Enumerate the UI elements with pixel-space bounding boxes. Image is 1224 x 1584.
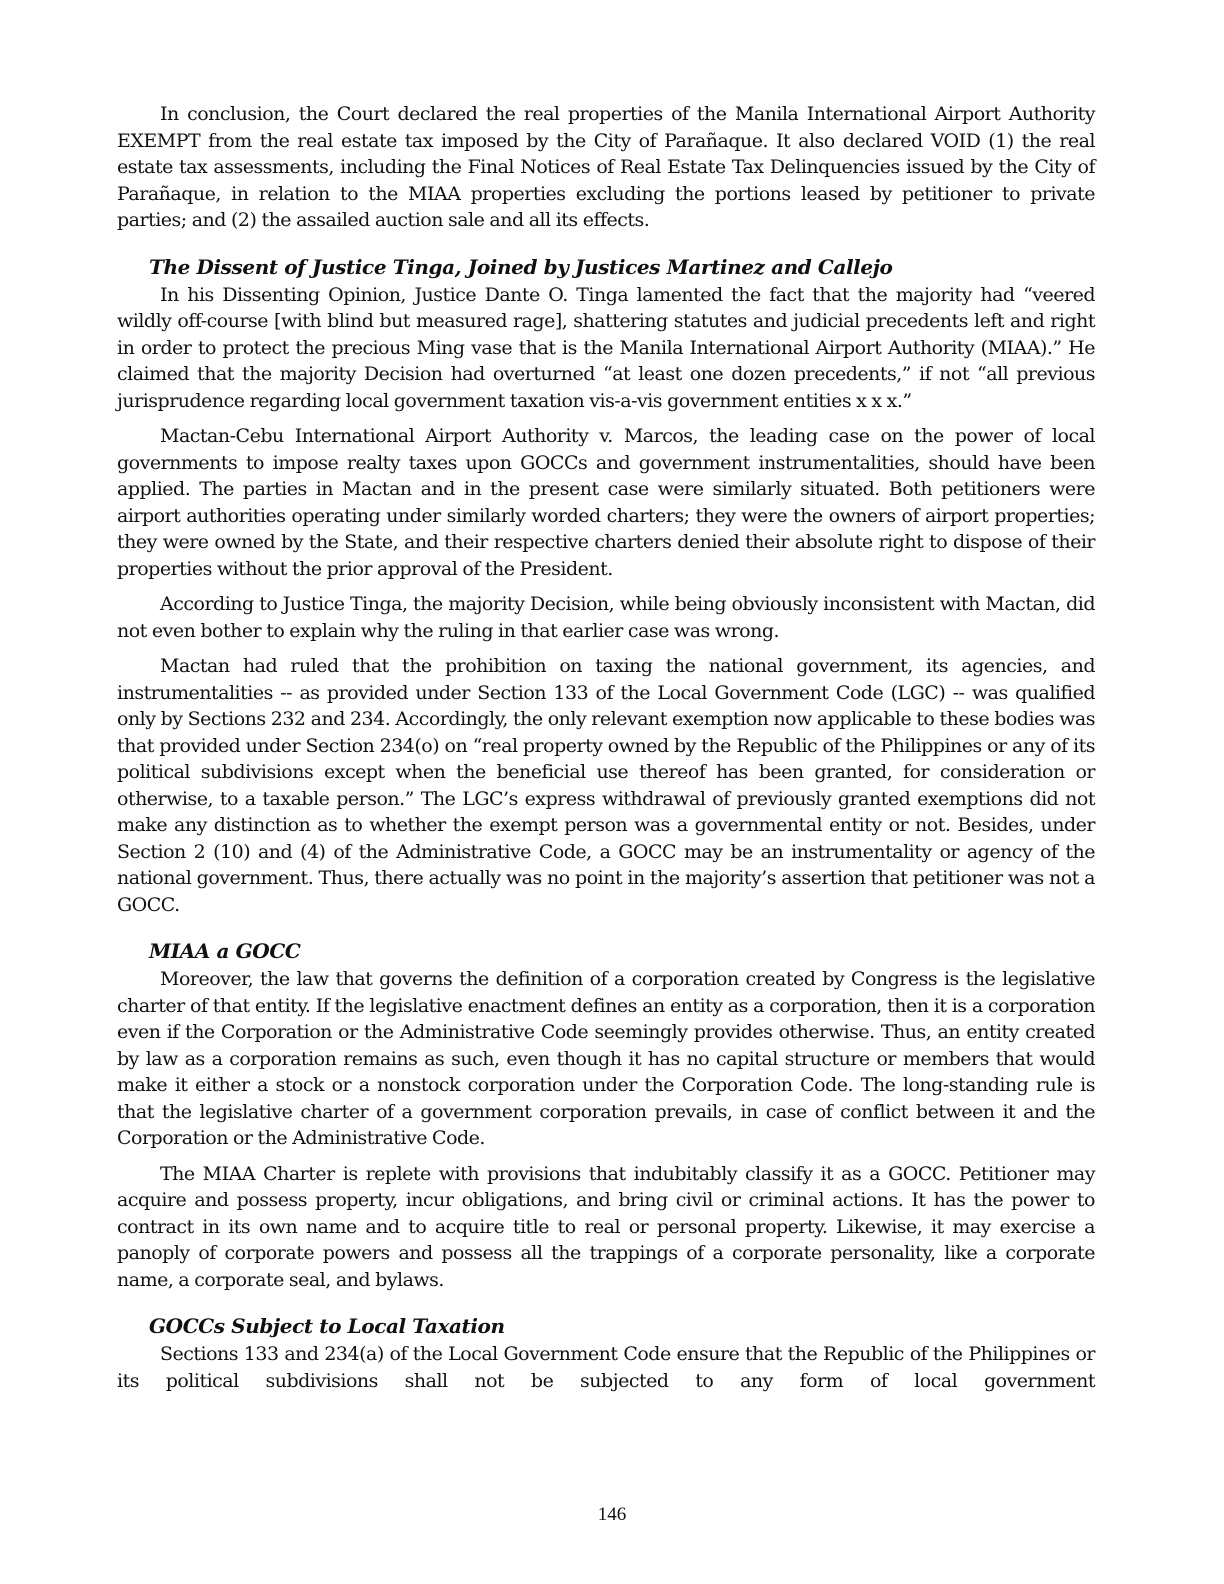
- paragraph-mactan-case: Mactan-Cebu International Airport Authority v. Marcos, the leading case on the power of local governments to impose realty taxes upon GOCCs and government instrumentalities, should have been applied. The parties in Mactan and in the present case were similarly situated. Both petitioners were airport authorities operating under similarly worded charters; they were the owners of airport properties; they were owned by the State, and their respective charters denied their absolute right to dispose of their properties without the prior approval of the President.: [117, 425, 1095, 580]
- paragraph-inconsistency: According to Justice Tinga, the majority Decision, while being obviously inconsistent with Mactan, did not even bother to explain why the ruling in that earlier case was wrong.: [117, 593, 1095, 642]
- paragraph-miaa-charter: The MIAA Charter is replete with provisions that indubitably classify it as a GOCC. Petitioner may acquire and possess property, incur obligations, and bring civil or criminal actions. It has the power to contract in its own name and to acquire title to real or personal property. Likewise, it may exercise a panoply of corporate powers and possess all the trappings of a corporate personality, like a corporate name, a corporate seal, and bylaws.: [117, 1162, 1095, 1291]
- heading-miaa-gocc: MIAA a GOCC: [149, 939, 301, 963]
- heading-dissent: The Dissent of Justice Tinga, Joined by Justices Martinez and Callejo: [149, 254, 893, 279]
- paragraph-sections-133-234: Sections 133 and 234(a) of the Local Government Code ensure that the Republic of the Philippines or its political subdivisions shall not be subjected to any form of local government: [117, 1343, 1095, 1392]
- heading-goccs-taxation: GOCCs Subject to Local Taxation: [149, 1314, 505, 1338]
- paragraph-mactan-ruling: Mactan had ruled that the prohibition on taxing the national government, its agencies, and instrumentalities -- as provided under Section 133 of the Local Government Code (LGC) -- was qualified only by Sections 232 and 234. Accordingly, the only relevant exemption now applicable to these bodies was that provided under Section 234(o) on “real property owned by the Republic of the Philippines or any of its political subdivisions except when the beneficial use thereof has been granted, for consideration or otherwise, to a taxable person.” The LGC’s express withdrawal of previously granted exemptions did not make any distinction as to whether the exempt person was a governmental entity or not. Besides, under Section 2 (10) and (4) of the Administrative Code, a GOCC may be an instrumentality or agency of the national government. Thus, there actually was no point in the majority’s assertion that petitioner was not a GOCC.: [117, 655, 1095, 916]
- document-body: [117, 101, 1095, 1403]
- paragraph-dissenting-opinion: In his Dissenting Opinion, Justice Dante O. Tinga lamented the fact that the majority had “veered wildly off-course [with blind but measured rage], shattering statutes and judicial precedents left and right in order to protect the precious Ming vase that is the Manila International Airport Authority (MIAA).” He claimed that the majority Decision had overturned “at least one dozen precedents,” if not “all previous jurisprudence regarding local government taxation vis-a-vis government entities x x x.”: [117, 283, 1095, 412]
- paragraph-conclusion: In conclusion, the Court declared the real properties of the Manila International Airport Authority EXEMPT from the real estate tax imposed by the City of Parañaque. It also declared VOID (1) the real estate tax assessments, including the Final Notices of Real Estate Tax Delinquencies issued by the City of Parañaque, in relation to the MIAA properties excluding the portions leased by petitioner to private parties; and (2) the assailed auction sale and all its effects.: [117, 103, 1095, 231]
- paragraph-legislative-charter: Moreover, the law that governs the definition of a corporation created by Congress is the legislative charter of that entity. If the legislative enactment defines an entity as a corporation, then it is a corporation even if the Corporation or the Administrative Code seemingly provides otherwise. Thus, an entity created by law as a corporation remains as such, even though it has no capital structure or members that would make it either a stock or a nonstock corporation under the Corporation Code. The long-standing rule is that the legislative charter of a government corporation prevails, in case of conflict between it and the Corporation or the Administrative Code.: [117, 968, 1095, 1149]
- page-number: 146: [597, 1504, 627, 1525]
